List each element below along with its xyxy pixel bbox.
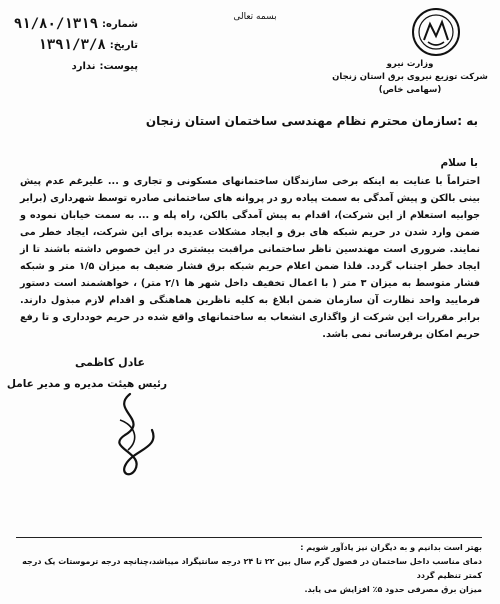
recipient-line: به :سازمان محترم نظام مهندسی ساختمان استان زنجان [145, 114, 478, 128]
letter-body: احتراماً با عنایت به اینکه برخی سازندگان ساختمانهای مسکونی و تجاری و ... علیرغم عدم پیش بینی بالکن و پیش آمدگی به سمت پیاده رو در پروانه های ساختمانی صادره توسط شهرداری (برابر جوابیه استعلام از این شرکت)، اقدام به پیش آمدگی بالکن، راه پله و ... به سمت خیابان نموده و ضمن وارد شدن در حریم شبکه های برق و ایجاد مشکلات عدیده برای این شرکت، ایجاد خطر می نمایند. ضروری است مهندسین ناظر ساختمانی مراقبت بیشتری در این خصوص داشته باشند تا از ایجاد خطر اجتناب گردد. فلذا ضمن اعلام حریم شبکه برق فشار ضعیف به میزان ۱/۵ متر و شبکه فشار متوسط به میزان ۳ متر ( با اعمال تخفیف داخل شهر ها ۲/۱ متر) ، خواهشمند است دستور فرمایید واحد نظارت آن سازمان ضمن ابلاغ به کلیه ناظرین هماهنگی و اقدام لازم مبذول دارند. برابر مقررات این شرکت از واگذاری انشعاب به ساختمانهای واقع شده در حریم خودداری و تا رفع حریم امکان برقرسانی نمی باشد. [20, 176, 480, 340]
attachment-label: پیوست: [99, 61, 138, 72]
number-label: شماره: [102, 19, 138, 30]
organization-block [330, 58, 490, 97]
attachment-value: ندارد [71, 61, 96, 72]
greeting: با سلام [440, 157, 478, 169]
signatory-name: عادل کاظمی [74, 356, 145, 369]
date-row [8, 35, 138, 56]
attachment-row [8, 56, 138, 77]
company-type: (سهامی خاص) [378, 85, 442, 95]
date-value: ۱۳۹۱/۳/۸ [38, 37, 106, 53]
number-row [8, 14, 138, 35]
date-label: تاریخ: [109, 40, 138, 51]
footer-line-1: بهتر است بدانیم و به دیگران نیز یادآور شویم : [300, 543, 482, 552]
handwritten-signature [90, 390, 170, 480]
footer-line-2: دمای مناسب داخل ساختمان در فصول گرم سال بین ۲۲ تا ۲۴ درجه سانتیگراد میباشد،چنانچه درجه ترموستات یک درجه کمتر تنظیم گردد [22, 557, 482, 580]
footer-line-3: میزان برق مصرفی حدود ۵٪ افزایش می یابد. [304, 585, 482, 594]
ministry-logo-icon [410, 6, 462, 58]
bismillah-header: بسمه تعالی [233, 12, 277, 22]
letter-meta [8, 14, 138, 77]
footer-note [16, 537, 482, 597]
ministry-name: وزارت نیرو [386, 59, 434, 69]
signatory-title: رئیس هیئت مدیره و مدیر عامل [6, 378, 167, 390]
company-name: شرکت توزیع نیروی برق استان زنجان [332, 72, 488, 82]
number-value: ۹۱/۸۰/۱۳۱۹ [13, 16, 99, 32]
